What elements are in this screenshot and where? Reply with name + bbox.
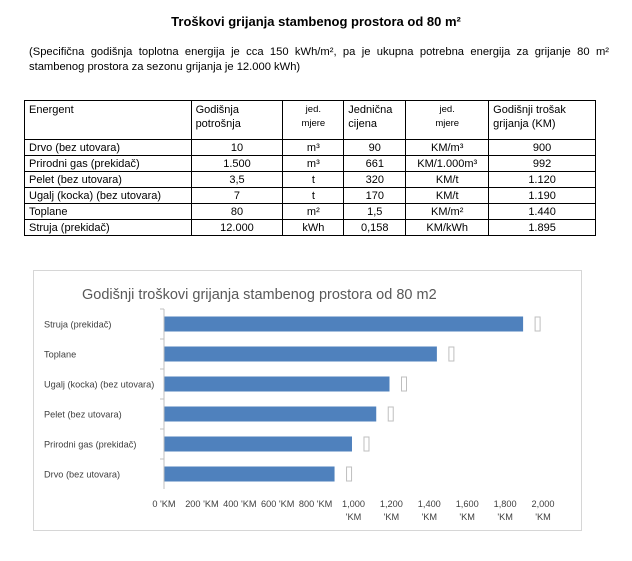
table-cell: 1,5 (344, 204, 406, 220)
table-row (25, 188, 596, 204)
table-cell: 10 (191, 140, 283, 156)
x-tick-label: 'KM (535, 512, 551, 522)
header-jednicna-cijena: Jednična cijena (344, 101, 406, 140)
table-cell: 7 (191, 188, 283, 204)
table-row (25, 172, 596, 188)
bar (164, 347, 437, 362)
x-tick-label: 600 'KM (260, 499, 295, 509)
category-label: Ugalj (kocka) (bez utovara) (44, 379, 155, 390)
bar-marker (402, 377, 407, 391)
table-cell: Toplane (25, 204, 192, 220)
x-tick-label: 1,600 (455, 499, 479, 509)
bar (164, 317, 523, 332)
table-cell: 0,158 (344, 220, 406, 236)
bar-marker (364, 437, 369, 451)
intro-paragraph: (Specifična godišnja toplotna energija je cca 150 kWh/m², pa je ukupna potrebna energija za grijanje 80 m² stambenog prostora za sezonu grijanja je 12.000 kWh) (29, 46, 609, 73)
table-row (25, 156, 596, 172)
chart-title: Godišnji troškovi grijanja stambenog prostora od 80 m2 (82, 287, 437, 303)
category-label: Struja (prekidač) (44, 319, 112, 330)
header-godisnja-potrosnja: Godišnja potrošnja (191, 101, 283, 140)
table-cell: kWh (283, 220, 344, 236)
table-cell: 170 (344, 188, 406, 204)
header-energent: Energent (25, 101, 192, 140)
table-cell: m³ (283, 156, 344, 172)
x-tick-label: 200 'KM (185, 499, 219, 509)
bar-marker (535, 317, 540, 331)
x-tick-label: 'KM (459, 512, 475, 522)
bar (164, 437, 352, 452)
document-title: Troškovi grijanja stambenog prostora od 80 m² (171, 14, 461, 29)
x-tick-label: 2,000 (531, 499, 555, 509)
category-label: Drvo (bez utovara) (44, 469, 121, 480)
x-tick-label: 'KM (497, 512, 513, 522)
table-cell: t (283, 172, 344, 188)
bar (164, 377, 390, 392)
table-cell: KM/m² (406, 204, 489, 220)
table-cell: 80 (191, 204, 283, 220)
table-cell: 320 (344, 172, 406, 188)
table-cell: KM/t (406, 188, 489, 204)
table-cell: 1.190 (489, 188, 596, 204)
bar-marker (388, 407, 393, 421)
table-cell: Drvo (bez utovara) (25, 140, 192, 156)
table-cell: 1.895 (489, 220, 596, 236)
x-tick-label: 1,800 (493, 499, 517, 509)
x-tick-label: 400 'KM (223, 499, 257, 509)
table-cell: 12.000 (191, 220, 283, 236)
table-header-row (25, 101, 596, 140)
cost-chart-svg (34, 271, 581, 530)
table-cell: 1.500 (191, 156, 283, 172)
table-cell: KM/1.000m³ (406, 156, 489, 172)
cost-table (24, 100, 596, 236)
table-cell: Pelet (bez utovara) (25, 172, 192, 188)
table-cell: m² (283, 204, 344, 220)
bar (164, 467, 335, 482)
table-cell: KM/t (406, 172, 489, 188)
table-cell: 992 (489, 156, 596, 172)
table-cell: KM/m³ (406, 140, 489, 156)
header-godisnji-trosak: Godišnji trošak grijanja (KM) (489, 101, 596, 140)
table-cell: 1.120 (489, 172, 596, 188)
category-label: Pelet (bez utovara) (44, 409, 122, 420)
cost-chart (33, 270, 582, 531)
table-cell: 661 (344, 156, 406, 172)
category-label: Toplane (44, 349, 77, 360)
x-tick-label: 800 'KM (298, 499, 333, 509)
category-label: Prirodni gas (prekidač) (44, 439, 137, 450)
bar (164, 407, 376, 422)
x-tick-label: 'KM (345, 512, 362, 522)
x-tick-label: 1,000 (342, 499, 365, 509)
x-tick-label: 'KM (383, 512, 400, 522)
table-cell: 900 (489, 140, 596, 156)
table-row (25, 140, 596, 156)
table-cell: Ugalj (kocka) (bez utovara) (25, 188, 192, 204)
header-jed-mjere: jed. mjere (283, 101, 344, 140)
x-tick-label: 1,400 (417, 499, 441, 509)
table-cell: m³ (283, 140, 344, 156)
x-tick-label: 'KM (421, 512, 438, 522)
x-tick-label: 1,200 (379, 499, 403, 509)
table-cell: Struja (prekidač) (25, 220, 192, 236)
table-row (25, 204, 596, 220)
table-cell: KM/kWh (406, 220, 489, 236)
table-cell: 1.440 (489, 204, 596, 220)
table-cell: Prirodni gas (prekidač) (25, 156, 192, 172)
table-cell: 3,5 (191, 172, 283, 188)
table-cell: t (283, 188, 344, 204)
x-tick-label: 0 'KM (152, 499, 176, 509)
header-jed-mjere-cijena: jed. mjere (406, 101, 489, 140)
bar-marker (347, 467, 352, 481)
table-cell: 90 (344, 140, 406, 156)
bar-marker (449, 347, 454, 361)
table-row (25, 220, 596, 236)
